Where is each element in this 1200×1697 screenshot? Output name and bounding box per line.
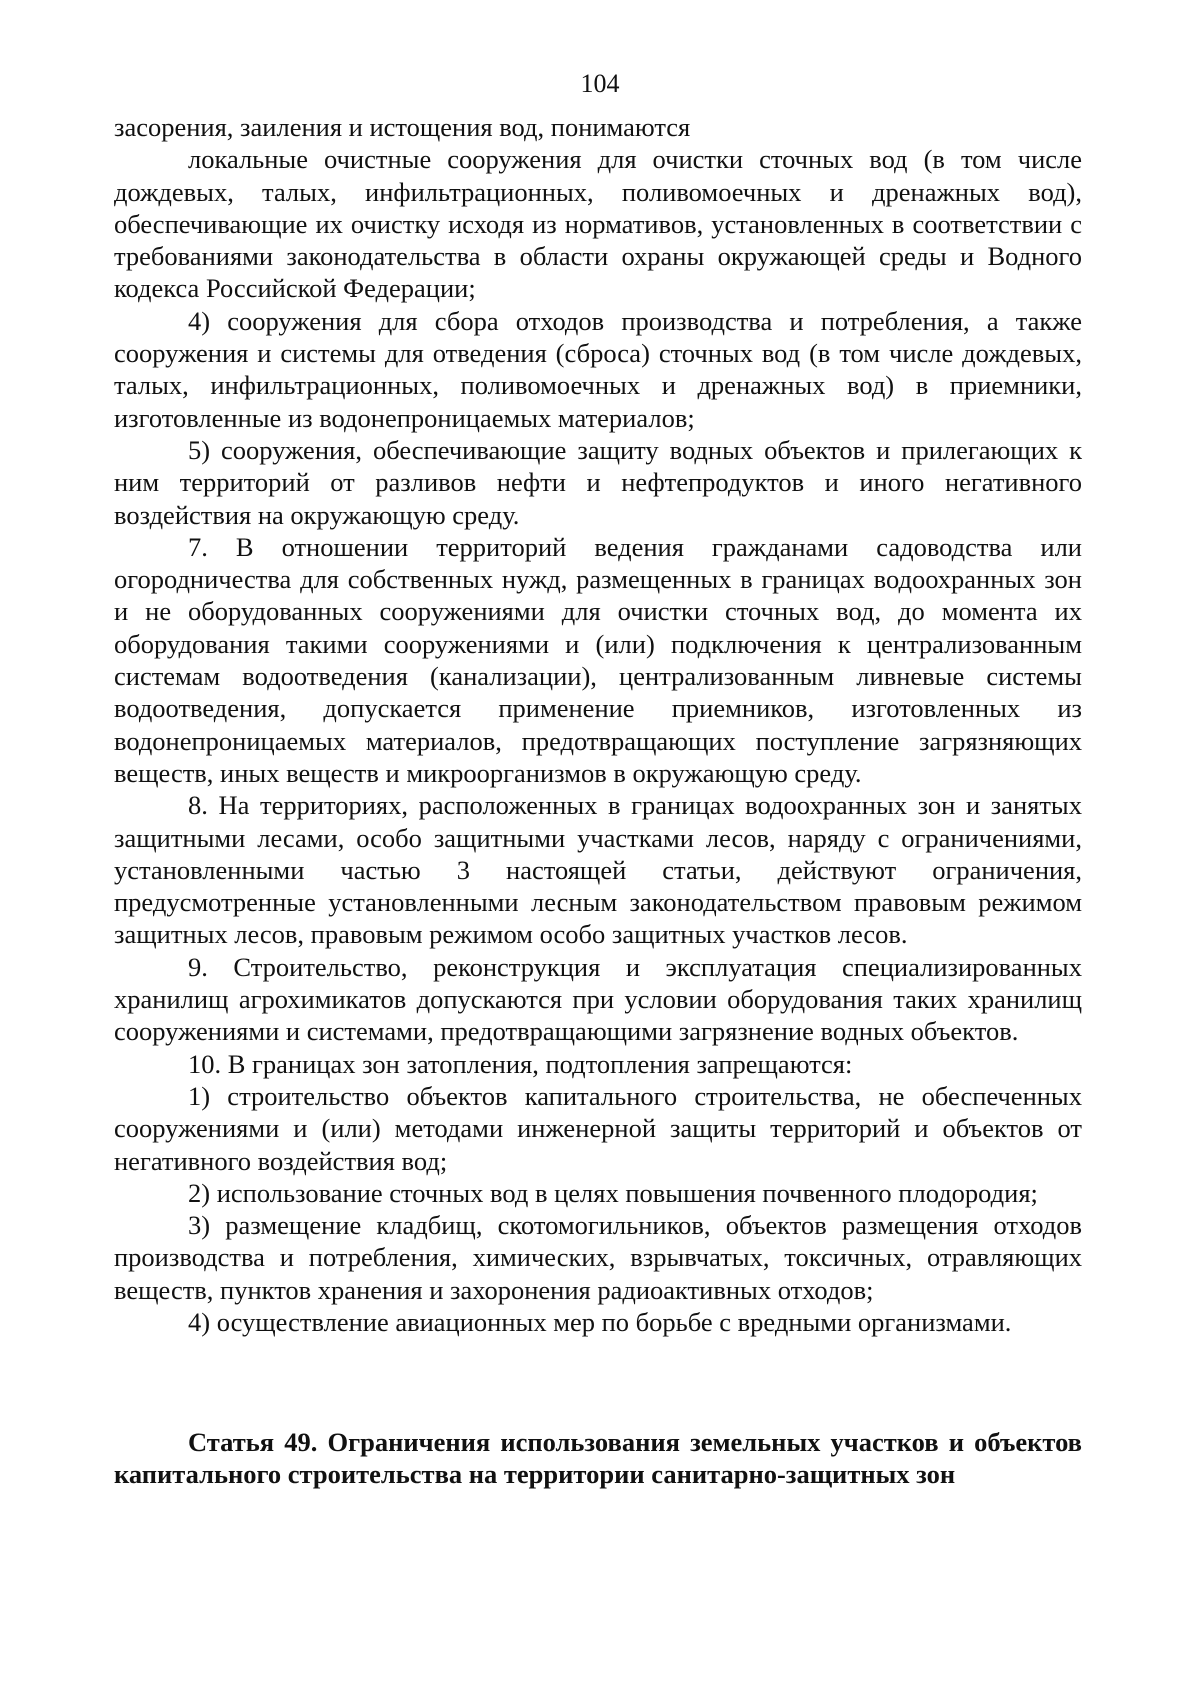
paragraph-item-3-placement: 3) размещение кладбищ, скотомогильников, объектов размещения отходов производства и потребления, химических, взрывчатых, токсичных, отравляющих веществ, пунктов хранения и захоронения радиоактивных отходов; xyxy=(114,1210,1082,1305)
paragraph-item-5-protection-structures: 5) сооружения, обеспечивающие защиту водных объектов и прилегающих к ним территорий от разливов нефти и нефтепродуктов и иного негативного воздействия на окружающую среду. xyxy=(114,434,1082,530)
article-49-heading: Статья 49. Ограничения использования земельных участков и объектов капитального строительства на территории санитарно-защитных зон xyxy=(114,1427,1082,1490)
article-body xyxy=(114,111,1082,1338)
paragraph-part-7-gardening: 7. В отношении территорий ведения гражданами садоводства или огородничества для собственных нужд, размещенных в границах водоохранных зон и не оборудованных сооружениями для очистки сточных вод, до момента их оборудования такими сооружениями и (или) подключения к централизованным системам водоотведения (канализации), централизованным ливневые системы водоотведения, допускается применение приемников, изготовленных из водонепроницаемых материалов, предотвращающих поступление загрязняющих веществ, иных веществ и микроорганизмов в окружающую среду. xyxy=(114,531,1082,788)
paragraph-continuation: засорения, заиления и истощения вод, понимаются xyxy=(114,112,691,142)
page-number: 104 xyxy=(580,69,620,98)
paragraph-item-4-aviation-measures: 4) осуществление авиационных мер по борьбе с вредными организмами. xyxy=(188,1306,1012,1337)
paragraph-item-1-construction: 1) строительство объектов капитального строительства, не обеспеченных сооружениями и (или) методами инженерной защиты территорий и объектов от негативного воздействия вод; xyxy=(114,1080,1082,1176)
paragraph-item-4-waste-collection: 4) сооружения для сбора отходов производства и потребления, а также сооружения и системы для отведения (сброса) сточных вод (в том числе дождевых, талых, инфильтрационных, поливомоечных и дренажных вод) в приемники, изготовленные из водонепроницаемых материалов; xyxy=(114,305,1082,433)
paragraph-part-8-protective-forests: 8. На территориях, расположенных в границах водоохранных зон и занятых защитными лесами, особо защитными участками лесов, наряду с ограничениями, установленными частью 3 настоящей статьи, действуют ограничения, предусмотренные установленными лесным законодательством правовым режимом защитных лесов, правовым режимом особо защитных участков лесов. xyxy=(114,790,1082,950)
paragraph-part-9-agrochemicals: 9. Строительство, реконструкция и эксплуатация специализированных хранилищ агрохимикатов допускаются при условии оборудования таких хранилищ сооружениями и системами, предотвращающими загрязнение водных объектов. xyxy=(114,951,1082,1047)
paragraph-item-2-wastewater-use: 2) использование сточных вод в целях повышения почвенного плодородия; xyxy=(188,1177,1038,1208)
paragraph-local-treatment-facilities: локальные очистные сооружения для очистки сточных вод (в том числе дождевых, талых, инфильтрационных, поливомоечных и дренажных вод), обеспечивающие их очистку исходя из нормативов, установленных в соответствии с требованиями законодательства в области охраны окружающей среды и Водного кодекса Российской Федерации; xyxy=(114,144,1082,304)
paragraph-part-10-flood-zones: 10. В границах зон затопления, подтопления запрещаются: xyxy=(188,1048,853,1079)
